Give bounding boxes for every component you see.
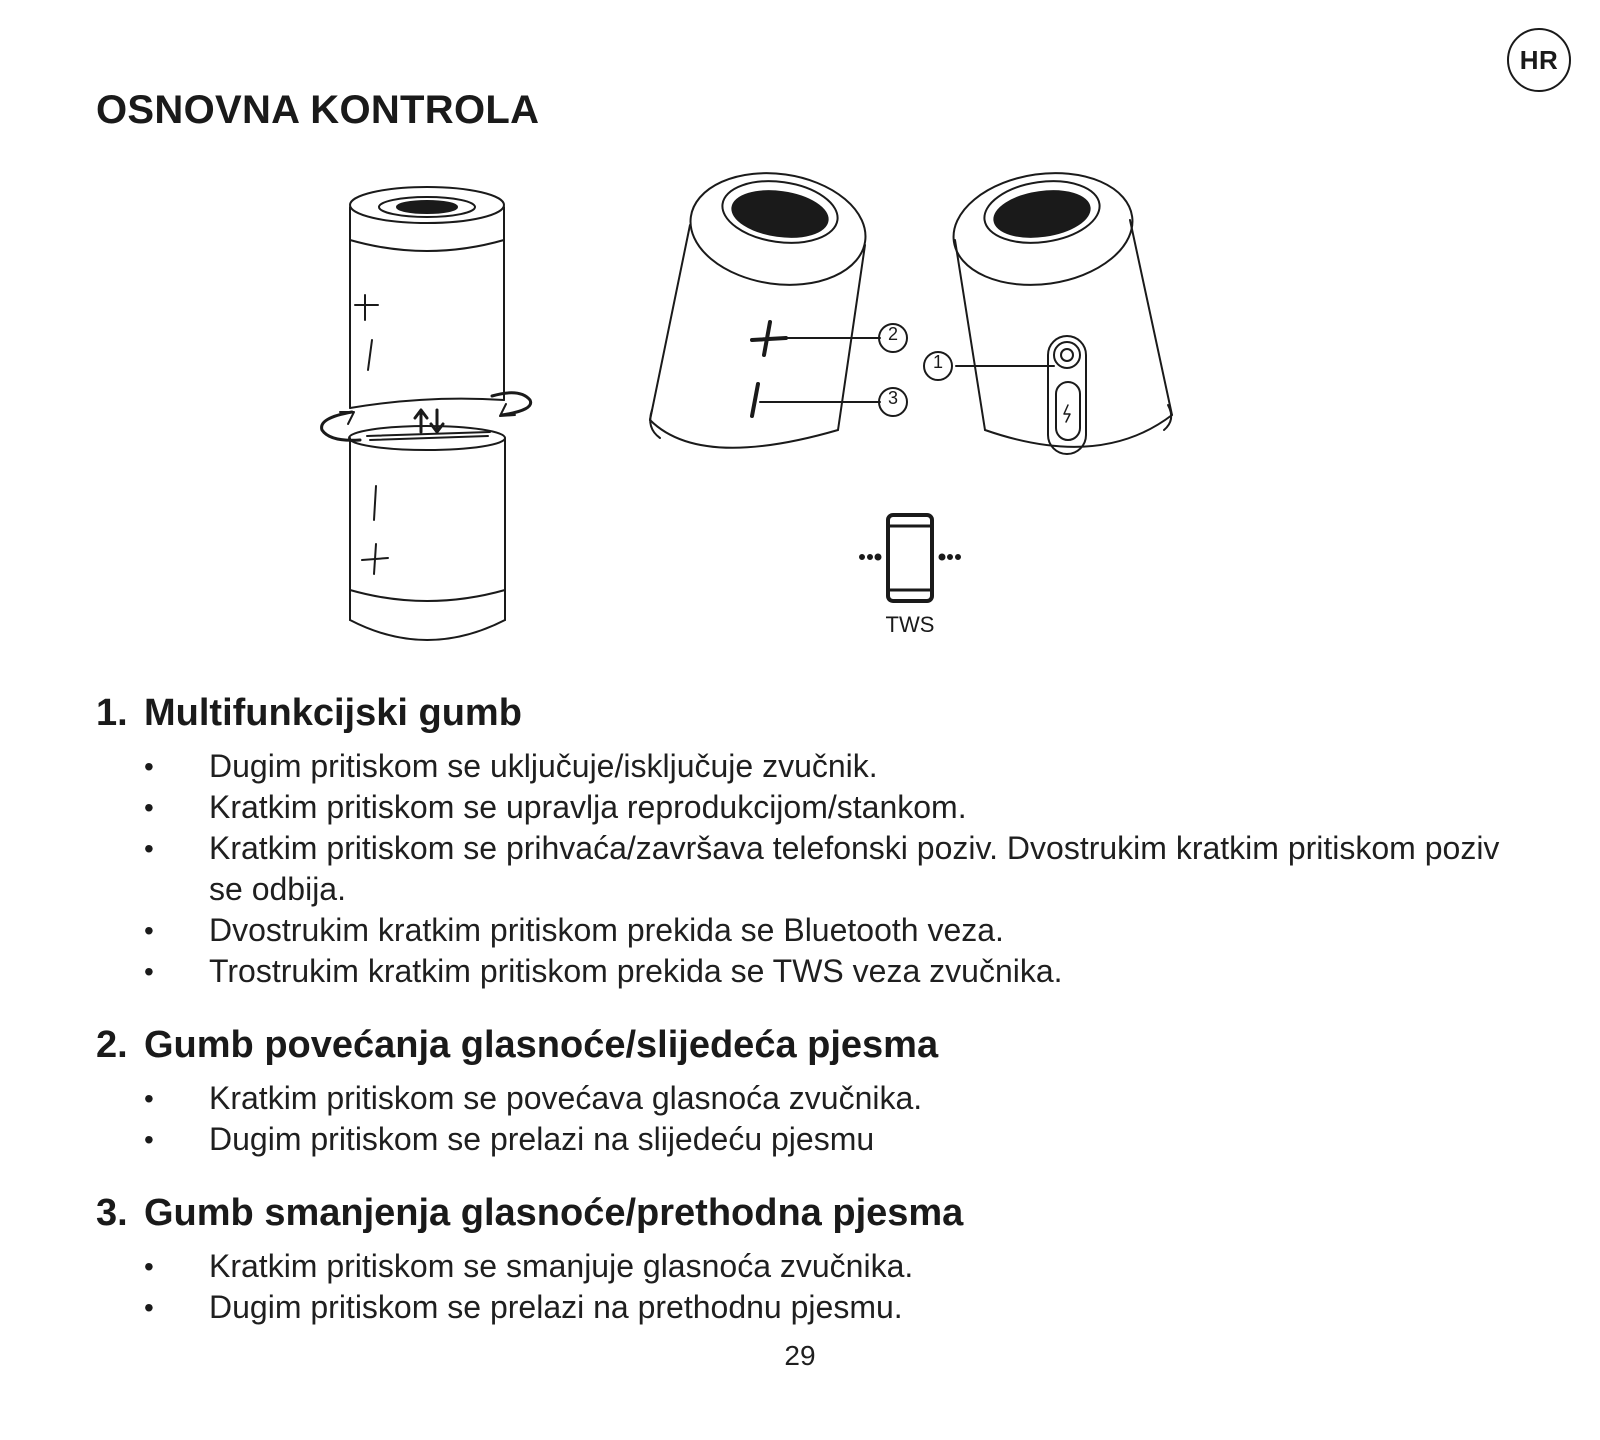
list-item-text: Kratkim pritiskom se povećava glasnoća zvučnika. (209, 1080, 923, 1116)
bullet-icon: • (144, 751, 154, 782)
bullet-icon: • (144, 833, 154, 864)
list-item (96, 910, 1536, 951)
section-title: Multifunkcijski gumb (144, 692, 522, 734)
section-title: Gumb povećanja glasnoće/slijedeća pjesma (144, 1024, 939, 1066)
list-item-text: Dvostrukim kratkim pritiskom prekida se Bluetooth veza. (209, 912, 1004, 948)
list-item (96, 951, 1536, 992)
bullet-icon: • (144, 915, 154, 946)
section-heading-volume-down-button (96, 1192, 963, 1235)
callout-label-3: 3 (887, 388, 898, 408)
section-heading-volume-up-button (96, 1024, 938, 1067)
list-item-text: Kratkim pritiskom se smanjuje glasnoća zvučnika. (209, 1248, 914, 1284)
list-item (96, 787, 1536, 828)
list-item-text: Dugim pritiskom se uključuje/isključuje zvučnik. (209, 748, 878, 784)
tws-label: TWS (885, 612, 935, 637)
phone-tws-icon (860, 515, 960, 601)
bullet-list-multifunction-button (96, 746, 1536, 992)
bullet-icon: • (144, 792, 154, 823)
bullet-icon: • (144, 1083, 154, 1114)
page-title: OSNOVNA KONTROLA (96, 88, 540, 132)
list-item (96, 746, 1536, 787)
callout-label-1: 1 (932, 352, 943, 372)
section-heading-multifunction-button (96, 692, 522, 735)
page-number: 29 (784, 1340, 816, 1371)
list-item (96, 1119, 1536, 1160)
list-item (96, 1246, 1536, 1287)
bullet-icon: • (144, 1124, 154, 1155)
list-item-text: Dugim pritiskom se prelazi na slijedeću pjesmu (209, 1121, 875, 1157)
section-title: Gumb smanjenja glasnoće/prethodna pjesma (144, 1192, 964, 1234)
callout-label-2: 2 (887, 324, 898, 344)
list-item-text: Dugim pritiskom se prelazi na prethodnu pjesmu. (209, 1289, 903, 1325)
speaker-front-illustration (650, 162, 880, 447)
list-item-text: Kratkim pritiskom se upravlja reprodukcijom/stankom. (209, 789, 967, 825)
section-number: 2. (96, 1024, 128, 1066)
product-illustration (0, 160, 1600, 660)
bullet-icon: • (144, 956, 154, 987)
detachable-speaker-illustration (322, 187, 531, 640)
speaker-back-illustration (946, 162, 1172, 454)
section-number: 1. (96, 692, 128, 734)
bullet-list-volume-up-button (96, 1078, 1536, 1160)
bullet-icon: • (144, 1292, 154, 1323)
bullet-list-volume-down-button (96, 1246, 1536, 1328)
list-item-text: Kratkim pritiskom se prihvaća/završava telefonski poziv. Dvostrukim kratkim pritiskom poziv se odbija. (209, 830, 1500, 907)
list-item (96, 1287, 1536, 1328)
list-item (96, 1078, 1536, 1119)
language-badge: HR (1507, 28, 1571, 92)
list-item (96, 828, 1536, 910)
section-number: 3. (96, 1192, 128, 1234)
bullet-icon: • (144, 1251, 154, 1282)
list-item-text: Trostrukim kratkim pritiskom prekida se TWS veza zvučnika. (209, 953, 1063, 989)
